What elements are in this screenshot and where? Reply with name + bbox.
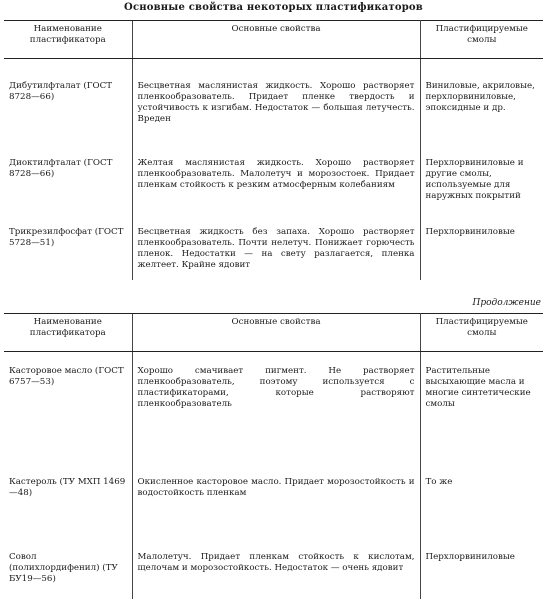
table-row	[4, 532, 543, 599]
plasticizer-resins: Перхлорвиниловые и другие смолы, используемые для наружных покрытий	[425, 158, 524, 201]
plasticizer-name: Совол (полихлордифенил) (ТУ БУ19—56)	[9, 552, 118, 584]
header-name: Наименование пластификатора	[4, 21, 132, 59]
plasticizer-properties: Бесцветная жидкость без запаха. Хорошо растворяет пленкообразователь. Почти нелетуч. Понижает горючесть пленок. Недостатки — на свету разлагается, пленка желтеет. Крайне ядовит	[132, 217, 420, 280]
table-row	[4, 148, 543, 217]
table-title: Основные свойства некоторых пластификаторов	[124, 2, 423, 13]
plasticizer-properties: Малолетуч. Придает пленкам стойкость к кислотам, щелочам и морозостойкость. Недостаток — очень ядовит	[132, 532, 420, 599]
header-properties: Основные свойства	[132, 314, 420, 352]
table-header-row	[4, 21, 543, 59]
table-row	[4, 59, 543, 149]
plasticizer-resins: Виниловые, акриловые, перхлорвиниловые, эпоксидные и др.	[425, 81, 535, 113]
header-resins: Пластифицируемые смолы	[420, 21, 543, 59]
header-properties: Основные свойства	[132, 21, 420, 59]
plasticizer-name: Кастероль (ТУ МХП 1469—48)	[9, 477, 126, 498]
plasticizers-table-part-2	[4, 313, 543, 599]
plasticizer-resins: Перхлорвиниловые	[425, 227, 515, 237]
plasticizers-table-part-1	[4, 20, 543, 280]
plasticizer-resins: Растительные высыхающие масла и многие синтетические смолы	[425, 366, 531, 409]
plasticizer-name: Диоктилфталат (ГОСТ 8728—66)	[9, 158, 113, 179]
table-header-row	[4, 314, 543, 352]
table-row	[4, 459, 543, 532]
plasticizer-name: Касторовое масло (ГОСТ 6757—53)	[9, 366, 124, 387]
plasticizer-name: Трикрезилфосфат (ГОСТ 5728—51)	[9, 227, 124, 248]
plasticizer-resins: Перхлорвиниловые	[425, 552, 515, 562]
header-name: Наименование пластификатора	[4, 314, 132, 352]
plasticizer-properties: Желтая маслянистая жидкость. Хорошо растворяет пленкообразователь. Малолетуч и морозостоек. Придает пленкам стойкость к резким атмосферным колебаниям	[132, 148, 420, 217]
plasticizer-resins: То же	[425, 477, 453, 487]
header-resins: Пластифицируемые смолы	[420, 314, 543, 352]
plasticizer-properties: Бесцветная маслянистая жидкость. Хорошо растворяет пленкообразователь. Придает пленке твердость и устойчивость к изгибам. Недостаток — большая летучесть. Вреден	[132, 59, 420, 149]
plasticizer-properties: Окисленное касторовое масло. Придает морозостойкость и водостойкость пленкам	[132, 459, 420, 532]
table-row	[4, 217, 543, 280]
plasticizer-name: Дибутилфталат (ГОСТ 8728—66)	[9, 81, 113, 102]
continuation-label: Продолжение	[472, 298, 541, 308]
plasticizer-properties: Хорошо смачивает пигмент. Не растворяет пленкообразователь, поэтому используется с пластификаторами, которые растворяют пленкообразователь	[132, 352, 420, 460]
table-row	[4, 352, 543, 460]
